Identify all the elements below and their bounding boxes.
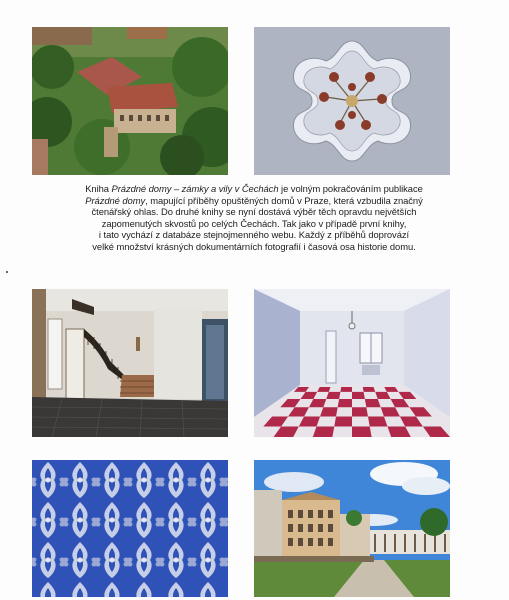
caption-text: zapomenutých skvostů po celých Čechách. Tak jako v případě první knihy, — [101, 217, 407, 229]
book-description — [28, 183, 480, 253]
floor-tile — [340, 387, 352, 392]
floor-tile — [363, 387, 375, 392]
floor-tile — [313, 426, 334, 437]
caption-title-text: Prázdné domy — [85, 194, 146, 206]
photo-empty-room — [254, 289, 450, 437]
caption-line — [28, 206, 480, 218]
caption-text: velké množství krásných dokumentárních fotografií i časová osa historie domu. — [92, 240, 416, 252]
photo-aerial-chateau — [32, 27, 228, 175]
caption-line — [28, 241, 480, 253]
caption-title-text: Prázdné domy – zámky a vily v Čechách — [111, 183, 279, 194]
caption-text: , mapující příběhy opuštěných domů v Praze, která vzbudila značný — [145, 194, 423, 206]
scan-speck — [6, 271, 8, 273]
caption-text: je volným pokračováním publikace — [278, 183, 423, 194]
caption-text: Kniha — [85, 183, 112, 194]
floor-tile — [352, 392, 365, 399]
caption-line — [28, 229, 480, 241]
caption-line — [28, 183, 480, 195]
caption-line — [28, 218, 480, 230]
floor-tile — [338, 399, 352, 407]
photo-wallpaper — [32, 460, 228, 597]
caption-line — [28, 195, 480, 207]
photo-spa-building — [254, 460, 450, 597]
caption-text: i tato vychází z databáze stejnojmenného webu. Každý z příběhů doprovází — [98, 229, 410, 241]
floor-tile — [334, 417, 352, 427]
floor-tile — [352, 426, 372, 437]
floor-tile — [352, 407, 368, 416]
photo-ceiling-chandelier — [254, 27, 450, 175]
photo-staircase-hall — [32, 289, 228, 437]
caption-text: čtenářský ohlas. Do druhé knihy se nyní dostává výběr těch opravdu největších — [91, 206, 417, 218]
